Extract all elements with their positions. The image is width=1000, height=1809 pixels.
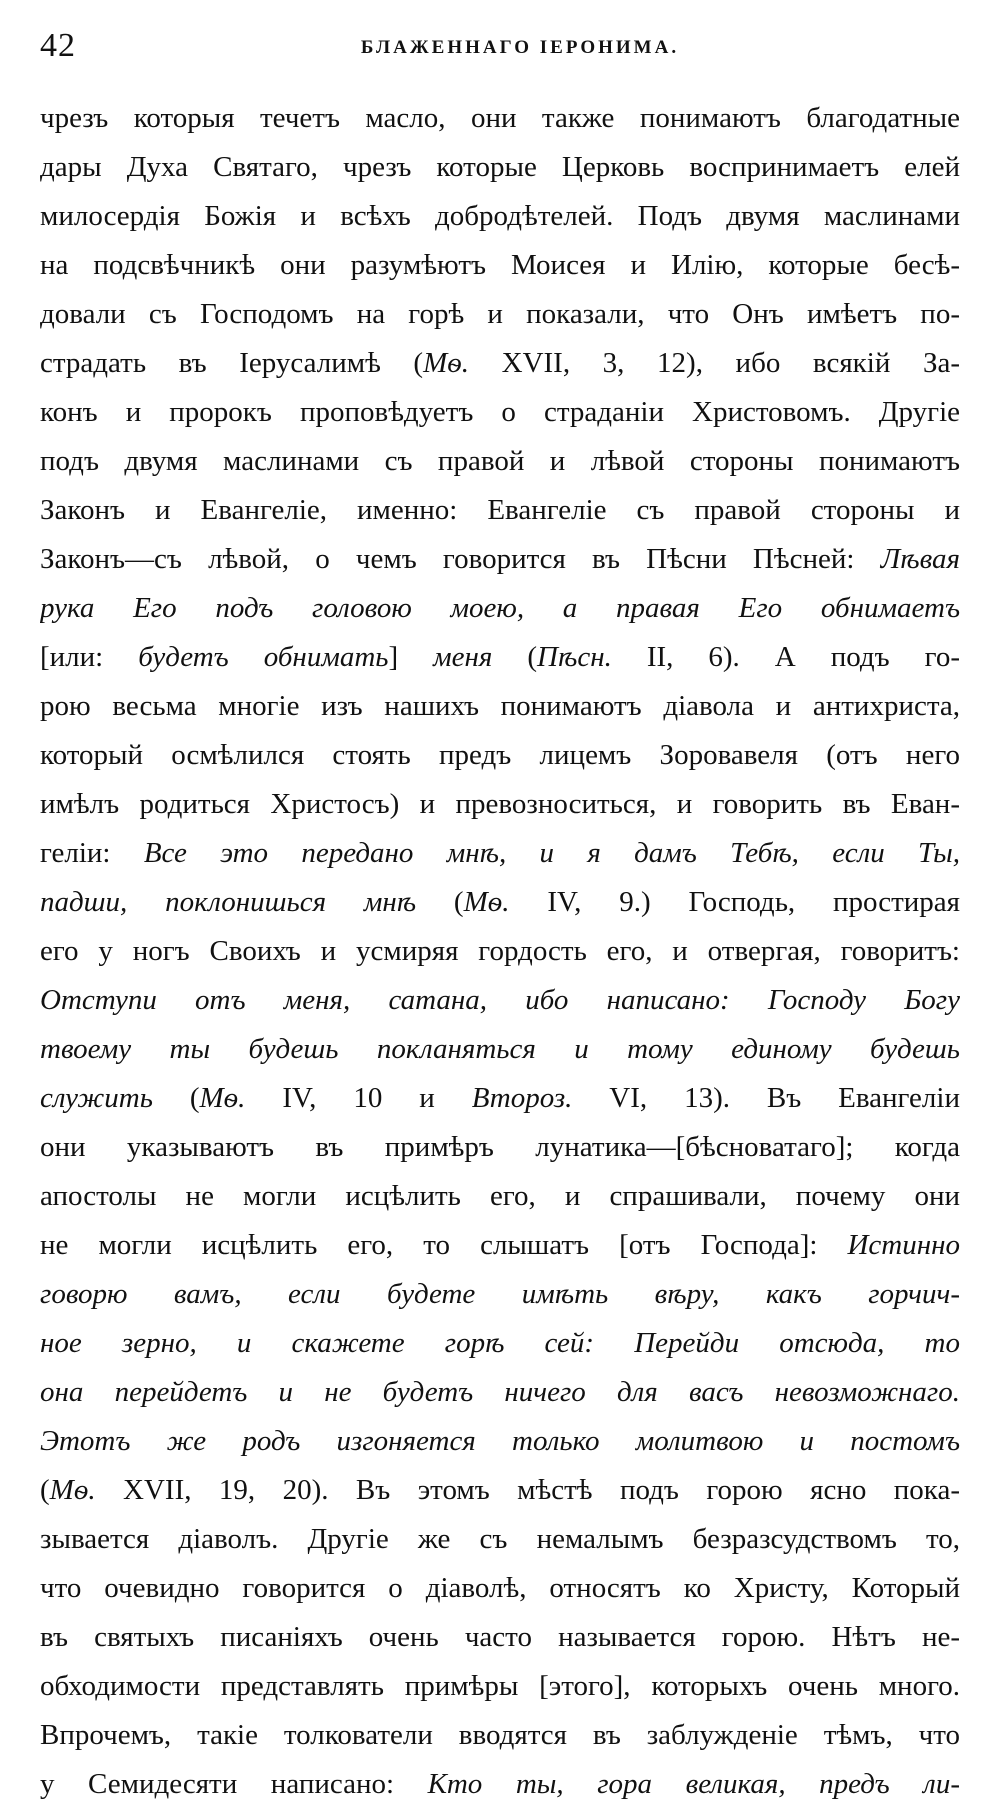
italic-quote: Отступи отъ меня, сатана, ибо написано: Господу Богу <box>40 984 960 1016</box>
text-line <box>40 1221 960 1270</box>
text-run: конъ и пророкъ проповѣдуетъ о страданіи Христовомъ. Другіе <box>40 396 960 428</box>
text-line <box>40 1025 960 1074</box>
italic-quote: она перейдетъ и не будетъ ничего для васъ невозможнаго. <box>40 1376 960 1408</box>
text-run: дары Духа Святаго, чрезъ которые Церковь воспринимаетъ елей <box>40 151 960 183</box>
text-line <box>40 976 960 1025</box>
text-line <box>40 1466 960 1515</box>
text-line <box>40 1270 960 1319</box>
italic-quote: служить <box>40 1082 153 1114</box>
text-run: въ святыхъ писаніяхъ очень часто называется горою. Нѣтъ не- <box>40 1621 960 1653</box>
italic-quote: меня <box>433 641 493 673</box>
text-run: зывается діаволъ. Другіе же съ немалымъ безразсудствомъ то, <box>40 1523 960 1555</box>
text-line <box>40 829 960 878</box>
text-run: обходимости представлять примѣры [этого], которыхъ очень много. <box>40 1670 960 1702</box>
italic-quote: говорю вамъ, если будете имѣть вѣру, какъ горчич- <box>40 1278 960 1310</box>
italic-quote: Этотъ же родъ изгоняется только молитвою и постомъ <box>40 1425 960 1457</box>
text-run: ( <box>492 641 538 673</box>
text-line <box>40 535 960 584</box>
text-line <box>40 682 960 731</box>
text-line <box>40 143 960 192</box>
text-line <box>40 1613 960 1662</box>
text-line <box>40 290 960 339</box>
text-run: геліи: <box>40 837 144 869</box>
running-title: БЛАЖЕННАГО ІЕРОНИМА. <box>360 37 680 58</box>
text-run: чрезъ которыя течетъ масло, они также понимаютъ благодатные <box>40 102 960 134</box>
text-run: рою весьма многіе изъ нашихъ понимаютъ діавола и антихриста, <box>40 690 960 722</box>
text-run: VI, 13). Въ Евангеліи <box>572 1082 960 1114</box>
text-line <box>40 927 960 976</box>
italic-quote: Кто ты, гора великая, предъ ли- <box>427 1768 960 1800</box>
text-run: XVII, 19, 20). Въ этомъ мѣстѣ подъ горою ясно пока- <box>95 1474 960 1506</box>
text-run: XVII, 3, 12), ибо всякій За- <box>469 347 960 379</box>
italic-quote: Мѳ. <box>423 347 470 379</box>
italic-quote: падши, поклонишься мнѣ <box>40 886 417 918</box>
italic-quote: Истинно <box>847 1229 960 1261</box>
text-line <box>40 633 960 682</box>
italic-quote: Лѣвая <box>880 543 960 575</box>
italic-quote: Все это передано мнѣ, и я дамъ Тебѣ, если Ты, <box>143 837 960 869</box>
italic-quote: Второз. <box>471 1082 573 1114</box>
italic-quote: твоему ты будешь покланяться и тому единому будешь <box>40 1033 960 1065</box>
text-run: IV, 10 и <box>245 1082 472 1114</box>
text-run: довали съ Господомъ на горѣ и показали, что Онъ имѣетъ по- <box>40 298 960 330</box>
italic-quote: ное зерно, и скажете горѣ сей: Перейди отсюда, то <box>40 1327 960 1359</box>
text-run: который осмѣлился стоять предъ лицемъ Зоровавеля (отъ него <box>40 739 960 771</box>
running-head <box>40 18 960 78</box>
text-run: милосердія Божія и всѣхъ добродѣтелей. Подъ двумя маслинами <box>40 200 960 232</box>
text-line <box>40 1368 960 1417</box>
text-run: страдать въ Іерусалимѣ ( <box>40 347 424 379</box>
text-line <box>40 1074 960 1123</box>
text-line <box>40 192 960 241</box>
text-run: Законъ и Евангеліе, именно: Евангеліе съ правой стороны и <box>40 494 960 526</box>
text-line <box>40 1515 960 1564</box>
text-run: апостолы не могли исцѣлить его, и спрашивали, почему они <box>40 1180 960 1212</box>
text-line <box>40 241 960 290</box>
text-run: Впрочемъ, такіе толкователи вводятся въ заблужденіе тѣмъ, что <box>40 1719 960 1751</box>
text-run: [или: <box>40 641 139 673</box>
text-run: ( <box>152 1082 200 1114</box>
text-line <box>40 94 960 143</box>
text-run: ] <box>388 641 434 673</box>
text-run: его у ногъ Своихъ и усмиряя гордость его, и отвергая, говоритъ: <box>40 935 960 967</box>
text-line <box>40 1760 960 1809</box>
text-line <box>40 731 960 780</box>
text-line <box>40 1711 960 1760</box>
text-run: они указываютъ въ примѣръ лунатика—[бѣсноватаго]; когда <box>40 1131 960 1163</box>
text-run: имѣлъ родиться Христосъ) и превозноситься, и говорить въ Еван- <box>40 788 960 820</box>
text-run: ( <box>40 1474 50 1506</box>
text-line <box>40 437 960 486</box>
page-number: 42 <box>40 27 76 64</box>
text-run: подъ двумя маслинами съ правой и лѣвой стороны понимаютъ <box>40 445 960 477</box>
text-line <box>40 1123 960 1172</box>
text-run: IV, 9.) Господь, простирая <box>509 886 960 918</box>
text-line <box>40 1564 960 1613</box>
text-line <box>40 486 960 535</box>
text-line <box>40 339 960 388</box>
text-run: ( <box>416 886 464 918</box>
text-line <box>40 1319 960 1368</box>
text-line <box>40 584 960 633</box>
text-line <box>40 1172 960 1221</box>
text-run: II, 6). А подъ го- <box>611 641 960 673</box>
italic-quote: Мѳ. <box>49 1474 96 1506</box>
italic-quote: Мѳ. <box>199 1082 246 1114</box>
text-run: на подсвѣчникѣ они разумѣютъ Моисея и Илію, которые бесѣ- <box>40 249 960 281</box>
text-run: не могли исцѣлить его, то слышатъ [отъ Господа]: <box>40 1229 848 1261</box>
text-line <box>40 878 960 927</box>
text-line <box>40 388 960 437</box>
italic-quote: Пѣсн. <box>537 641 612 673</box>
body-text <box>40 94 960 1809</box>
text-line <box>40 1662 960 1711</box>
text-run: Законъ—съ лѣвой, о чемъ говорится въ Пѣсни Пѣсней: <box>40 543 881 575</box>
text-run: у Семидесяти написано: <box>40 1768 428 1800</box>
italic-quote: Мѳ. <box>463 886 510 918</box>
italic-quote: рука Его подъ головою моею, а правая Его обнимаетъ <box>40 592 960 624</box>
text-run: что очевидно говорится о діаволѣ, относятъ ко Христу, Который <box>40 1572 960 1604</box>
text-line <box>40 1417 960 1466</box>
italic-quote: будетъ обнимать <box>138 641 389 673</box>
text-line <box>40 780 960 829</box>
